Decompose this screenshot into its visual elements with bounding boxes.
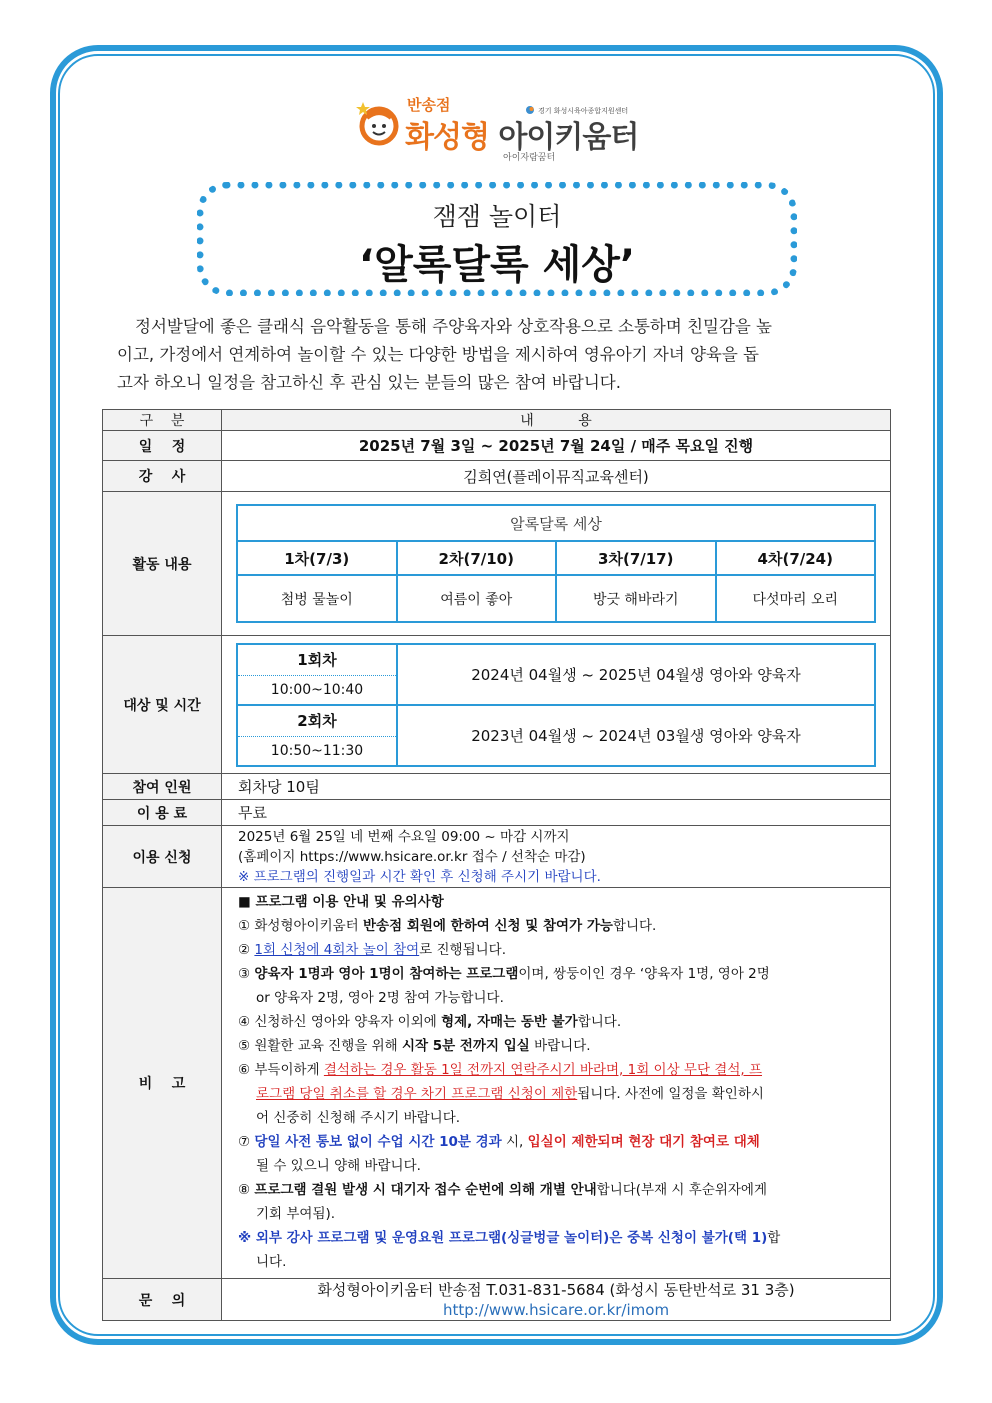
child-face-icon [355,100,401,146]
note-item [238,1226,880,1250]
org-logo-icon [525,105,535,115]
note-text: ③ [238,966,255,982]
table-row [103,461,891,492]
note-text: 합니다. [577,1014,622,1030]
note-text: ① 화성형아이키움터 [238,918,364,934]
schedule-label: 일 정 [103,431,222,461]
note-continuation: 니다. [256,1254,287,1270]
note-text: ⑧ [238,1182,255,1198]
target-cell [222,636,891,774]
org-name: 경기 화성시육아종합지원센터 [538,107,629,115]
session-time: 10:00~10:40 [237,675,397,705]
intro-line: 이고, 가정에서 연계하여 놀이할 수 있는 다양한 방법을 제시하여 영유아기 자녀 양육을 돕 [117,345,759,364]
intro-line: 정서발달에 좋은 클래식 음악활동을 통해 주양육자와 상호작용으로 소통하며 친밀감을 높 [135,317,772,336]
note-emphasis: 당일 사전 통보 없이 수업 시간 10분 경과 [254,1134,502,1150]
note-text: 바랍니다. [529,1038,591,1054]
round-label: 1차(7/3) [237,541,397,575]
note-item [238,1058,880,1082]
note-text: ⑥ 부득이하게 [238,1062,324,1078]
notes-label: 비 고 [103,888,222,1279]
activity-cell [222,492,891,636]
apply-cell [222,826,891,888]
note-text: 이며, 쌍둥이인 경우 ‘양육자 1명, 영아 2명 [518,966,770,982]
note-text: 합니다(부재 시 후순위자에게 [596,1182,767,1198]
table-row [103,1279,891,1321]
contact-label: 문 의 [103,1279,222,1321]
note-emphasis: 로그램 당일 취소를 할 경우 차기 프로그램 신청이 제한 [256,1086,578,1102]
round-program: 첨벙 물놀이 [237,575,397,622]
target-label: 대상 및 시간 [103,636,222,774]
instructor-label: 강 사 [103,461,222,492]
note-item [238,938,880,962]
header-content: 내 용 [222,410,891,431]
note-text: ④ 신청하신 영아와 양육자 이외에 [238,1014,442,1030]
note-text: ※ 외부 강사 프로그램 및 운영요원 프로그램(싱글벙글 놀이터)은 중복 신청이 불가 [238,1230,728,1246]
header-category: 구 분 [103,410,222,431]
participants-value: 회차당 10팀 [222,774,891,800]
session-name: 1회차 [237,644,397,676]
intro-line: 고자 하오니 일정을 참고하신 후 관심 있는 분들의 많은 참여 바랍니다. [117,373,621,392]
note-item [238,1130,880,1154]
round-label: 4차(7/24) [716,541,876,575]
note-emphasis: 1회 신청에 4회차 놀이 참여 [254,942,420,958]
note-continuation: 기회 부여됨). [256,1206,336,1222]
note-item [238,914,880,938]
note-emphasis: 양육자 1명과 영아 1명이 참여하는 프로그램 [254,966,519,982]
round-label: 3차(7/17) [556,541,716,575]
schedule-value: 2025년 7월 3일 ~ 2025년 7월 24일 / 매주 목요일 진행 [222,431,891,461]
note-emphasis: 입실이 제한되며 현장 대기 참여로 대체 [527,1134,760,1150]
session-target: 2023년 04월생 ~ 2024년 03월생 영아와 양육자 [397,705,875,766]
round-program: 방긋 해바라기 [556,575,716,622]
apply-period: 2025년 6월 25일 네 번째 수요일 09:00 ~ 마감 시까지 [238,828,570,845]
table-header-row [103,410,891,431]
logo-wordmark-gray: 아이키움터 [498,120,639,155]
table-row [103,492,891,636]
session-table [236,643,876,767]
logo-subtitle: 아이자람꿈터 [503,153,556,163]
note-text: ⑤ 원활한 교육 진행을 위해 [238,1038,402,1054]
fee-value: 무료 [222,800,891,826]
table-row [103,636,891,774]
notes-cell [222,888,891,1279]
note-text: (택 1) [727,1230,768,1246]
session-name: 2회차 [237,705,397,737]
session-time: 10:50~11:30 [237,736,397,766]
round-program: 여름이 좋아 [397,575,557,622]
note-emphasis: 프로그램 결원 발생 시 대기자 접수 순번에 의해 개별 안내 [254,1182,597,1198]
contact-info: 화성형아이키움터 반송점 T.031-831-5684 (화성시 동탄반석로 31 3층) [317,1280,795,1299]
table-row [103,800,891,826]
logo [355,92,640,162]
note-text: ② [238,942,255,958]
note-emphasis: 결석하는 경우 활동 1일 전까지 연락주시기 바라며, 1회 이상 무단 결석, 프 [323,1062,763,1078]
note-continuation: 어 신중히 신청해 주시기 바랍니다. [256,1110,461,1126]
program-title: ‘알록달록 세상’ [358,242,636,288]
info-table [102,409,891,1321]
note-continuation: 될 수 있으니 양해 바랍니다. [256,1158,421,1174]
round-program: 다섯마리 오리 [716,575,876,622]
table-row [103,774,891,800]
logo-wordmark-orange: 화성형 [405,120,489,155]
apply-label: 이용 신청 [103,826,222,888]
apply-notice: ※ 프로그램의 진행일과 시간 확인 후 신청해 주시기 바랍니다. [238,868,601,885]
note-item [238,962,880,986]
note-text: ⑦ [238,1134,255,1150]
note-item [238,1034,880,1058]
apply-method: (홈페이지 https://www.hsicare.or.kr 접수 / 선착순 마감) [238,848,586,865]
table-row [103,826,891,888]
note-emphasis: 형제, 자매는 동반 불가 [441,1014,578,1030]
activity-title: 알록달록 세상 [237,505,875,541]
note-item [238,1178,880,1202]
program-subtitle: 잼잼 놀이터 [432,202,562,231]
round-label: 2차(7/10) [397,541,557,575]
note-text: 로 진행됩니다. [419,942,507,958]
note-text: 합 [767,1230,781,1246]
intro-paragraph [117,313,877,397]
fee-label: 이 용 료 [103,800,222,826]
session-target: 2024년 04월생 ~ 2025년 04월생 영아와 양육자 [397,644,875,705]
participants-label: 참여 인원 [103,774,222,800]
title-box [197,182,797,296]
note-emphasis: 시작 5분 전까지 입실 [401,1038,530,1054]
note-emphasis: 반송점 회원에 한하여 신청 및 참여가 가능 [363,918,613,934]
notes-heading: ■ 프로그램 이용 안내 및 유의사항 [238,894,444,910]
logo-branch: 반송점 [407,96,451,114]
table-row [103,888,891,1279]
contact-url[interactable]: http://www.hsicare.or.kr/imom [442,1300,670,1319]
note-continuation: or 양육자 2명, 영아 2명 참여 가능합니다. [256,990,504,1006]
activity-label: 활동 내용 [103,492,222,636]
note-text: 합니다. [612,918,657,934]
note-text: 됩니다. 사전에 일정을 확인하시 [577,1086,764,1102]
contact-cell [222,1279,891,1321]
note-text: 시, [501,1134,528,1150]
note-item [238,1010,880,1034]
note-continuation [238,1082,880,1106]
instructor-value: 김희연(플레이뮤직교육센터) [222,461,891,492]
table-row [103,431,891,461]
activity-table [236,504,876,623]
